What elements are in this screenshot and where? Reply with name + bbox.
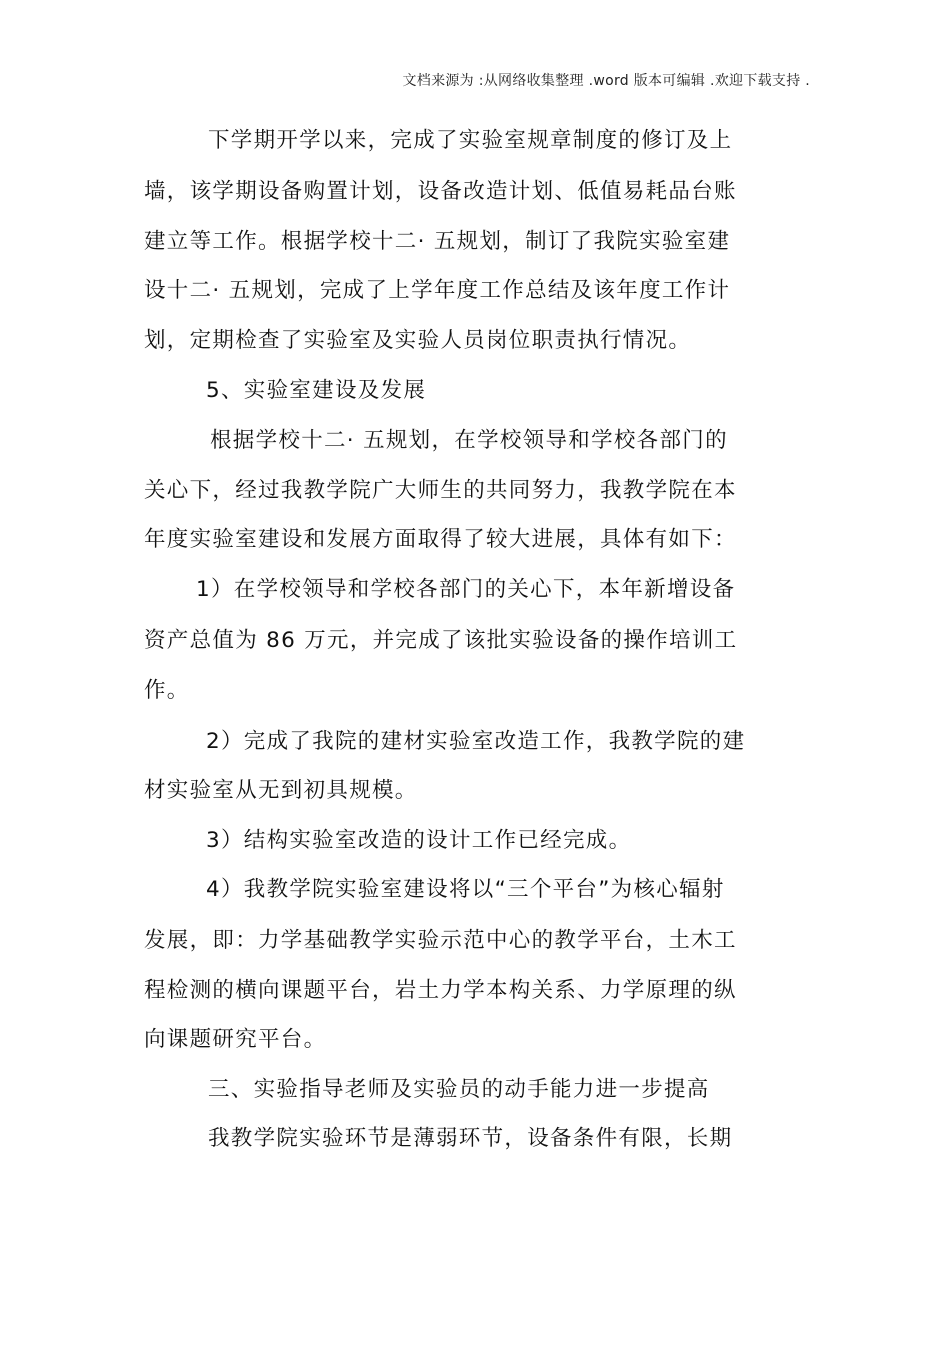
body-line-21: 我教学院实验环节是薄弱环节，设备条件有限，长期 bbox=[208, 1126, 733, 1151]
body-line-9: 年度实验室建设和发展方面取得了较大进展，具体有如下： bbox=[144, 527, 737, 552]
list-item-1-line-2: 资产总值为 86 万元，并完成了该批实验设备的操作培训工 bbox=[144, 628, 738, 653]
body-line-1: 下学期开学以来，完成了实验室规章制度的修订及上 bbox=[208, 128, 733, 153]
list-item-2-line-2: 材实验室从无到初具规模。 bbox=[144, 778, 418, 803]
list-item-1-line-3: 作。 bbox=[144, 678, 190, 703]
body-line-5: 划，定期检查了实验室及实验人员岗位职责执行情况。 bbox=[144, 328, 692, 353]
body-line-4: 设十二· 五规划，完成了上学年度工作总结及该年度工作计 bbox=[144, 278, 731, 303]
body-line-2: 墙，该学期设备购置计划，设备改造计划、低值易耗品台账 bbox=[144, 179, 737, 204]
list-item-2-line-1: 2）完成了我院的建材实验室改造工作，我教学院的建 bbox=[206, 729, 746, 754]
section-heading-instructor-skills: 三、实验指导老师及实验员的动手能力进一步提高 bbox=[208, 1077, 710, 1102]
list-item-4-line-1: 4）我教学院实验室建设将以“三个平台”为核心辐射 bbox=[206, 877, 725, 902]
list-item-1-line-1: 1）在学校领导和学校各部门的关心下，本年新增设备 bbox=[196, 577, 736, 602]
body-line-3: 建立等工作。根据学校十二· 五规划，制订了我院实验室建 bbox=[144, 229, 731, 254]
body-line-8: 关心下，经过我教学院广大师生的共同努力，我教学院在本 bbox=[144, 478, 737, 503]
list-item-3-line-1: 3）结构实验室改造的设计工作已经完成。 bbox=[206, 828, 632, 853]
list-item-4-line-2: 发展，即：力学基础教学实验示范中心的教学平台，土木工 bbox=[144, 928, 737, 953]
body-line-7: 根据学校十二· 五规划，在学校领导和学校各部门的 bbox=[210, 428, 728, 453]
document-source-header: 文档来源为 :从网络收集整理 .word 版本可编辑 .欢迎下载支持 . bbox=[402, 73, 810, 89]
list-item-4-line-4: 向课题研究平台。 bbox=[144, 1027, 327, 1052]
section-heading-lab-construction: 5、实验室建设及发展 bbox=[206, 378, 427, 403]
list-item-4-line-3: 程检测的横向课题平台，岩土力学本构关系、力学原理的纵 bbox=[144, 978, 737, 1003]
